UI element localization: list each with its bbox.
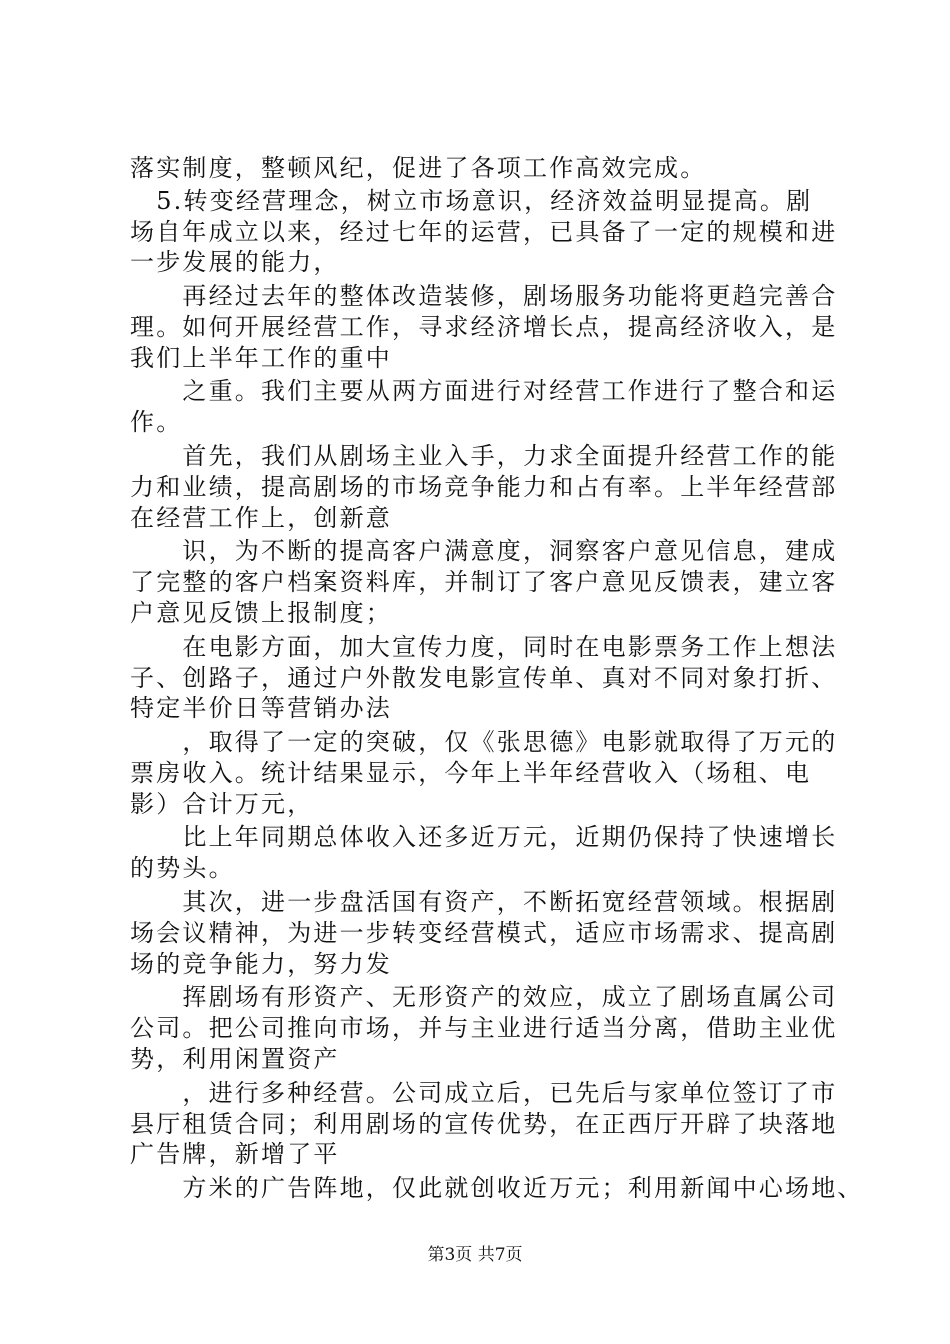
body-text-line: 县厅租赁合同；利用剧场的宣传优势，在正西厅开辟了块落地 — [130, 1110, 838, 1138]
body-text-line: 力和业绩，提高剧场的市场竞争能力和占有率。上半年经营部 — [130, 473, 838, 501]
page-footer: 第3页 共7页 — [427, 1245, 523, 1265]
body-text-line: 一步发展的能力， — [130, 248, 340, 276]
body-text-line: 比上年同期总体收入还多近万元，近期仍保持了快速增长 — [130, 823, 838, 851]
body-text-line: 之重。我们主要从两方面进行对经营工作进行了整合和运 — [130, 377, 838, 405]
body-text-line: 公司。把公司推向市场，并与主业进行适当分离，借助主业优 — [130, 1014, 838, 1042]
body-text-line: 作。 — [130, 408, 183, 436]
body-text-line: 影）合计万元， — [130, 790, 314, 818]
body-text-line: 户意见反馈上报制度； — [130, 599, 392, 627]
body-text-line: 票房收入。统计结果显示，今年上半年经营收入（场租、电 — [130, 759, 812, 787]
body-text-line: 场自年成立以来，经过七年的运营，已具备了一定的规模和进 — [130, 218, 838, 246]
body-text-line: 理。如何开展经营工作，寻求经济增长点，提高经济收入，是 — [130, 313, 838, 341]
body-text-line: ，进行多种经营。公司成立后，已先后与家单位签订了市 — [130, 1079, 838, 1107]
body-text-line: 其次，进一步盘活国有资产，不断拓宽经营领域。根据剧 — [130, 888, 838, 916]
body-text-line: 在经营工作上，创新意 — [130, 504, 392, 532]
body-text-line: 的势头。 — [130, 854, 235, 882]
body-text-line: 势，利用闲置资产 — [130, 1045, 340, 1073]
body-text-line: 我们上半年工作的重中 — [130, 344, 392, 372]
body-text-line: 广告牌，新增了平 — [130, 1140, 340, 1168]
body-text-line: ，取得了一定的突破，仅《张思德》电影就取得了万元的 — [130, 728, 838, 756]
body-text-line: 特定半价日等营销办法 — [130, 694, 392, 722]
body-text-line: 挥剧场有形资产、无形资产的效应，成立了剧场直属公司 — [130, 983, 838, 1011]
body-text-line: 在电影方面，加大宣传力度，同时在电影票务工作上想法 — [130, 633, 838, 661]
body-text-line: 方米的广告阵地，仅此就创收近万元；利用新闻中心场地、 — [130, 1174, 864, 1202]
body-text-line: 场的竞争能力，努力发 — [130, 950, 392, 978]
body-text-line: 落实制度，整顿风纪，促进了各项工作高效完成。 — [130, 154, 707, 182]
body-text-line: 识，为不断的提高客户满意度，洞察客户意见信息，建成 — [130, 537, 838, 565]
body-text-line: 场会议精神，为进一步转变经营模式，适应市场需求、提高剧 — [130, 919, 838, 947]
body-text-line: 再经过去年的整体改造装修，剧场服务功能将更趋完善合 — [130, 282, 838, 310]
body-text-line: 子、创路子，通过户外散发电影宣传单、真对不同对象打折、 — [130, 664, 838, 692]
body-text-line: 了完整的客户档案资料库，并制订了客户意见反馈表，建立客 — [130, 568, 838, 596]
body-text-line: 首先，我们从剧场主业入手，力求全面提升经营工作的能 — [130, 442, 838, 470]
body-text-line: 5.转变经营理念，树立市场意识，经济效益明显提高。剧 — [130, 187, 813, 215]
